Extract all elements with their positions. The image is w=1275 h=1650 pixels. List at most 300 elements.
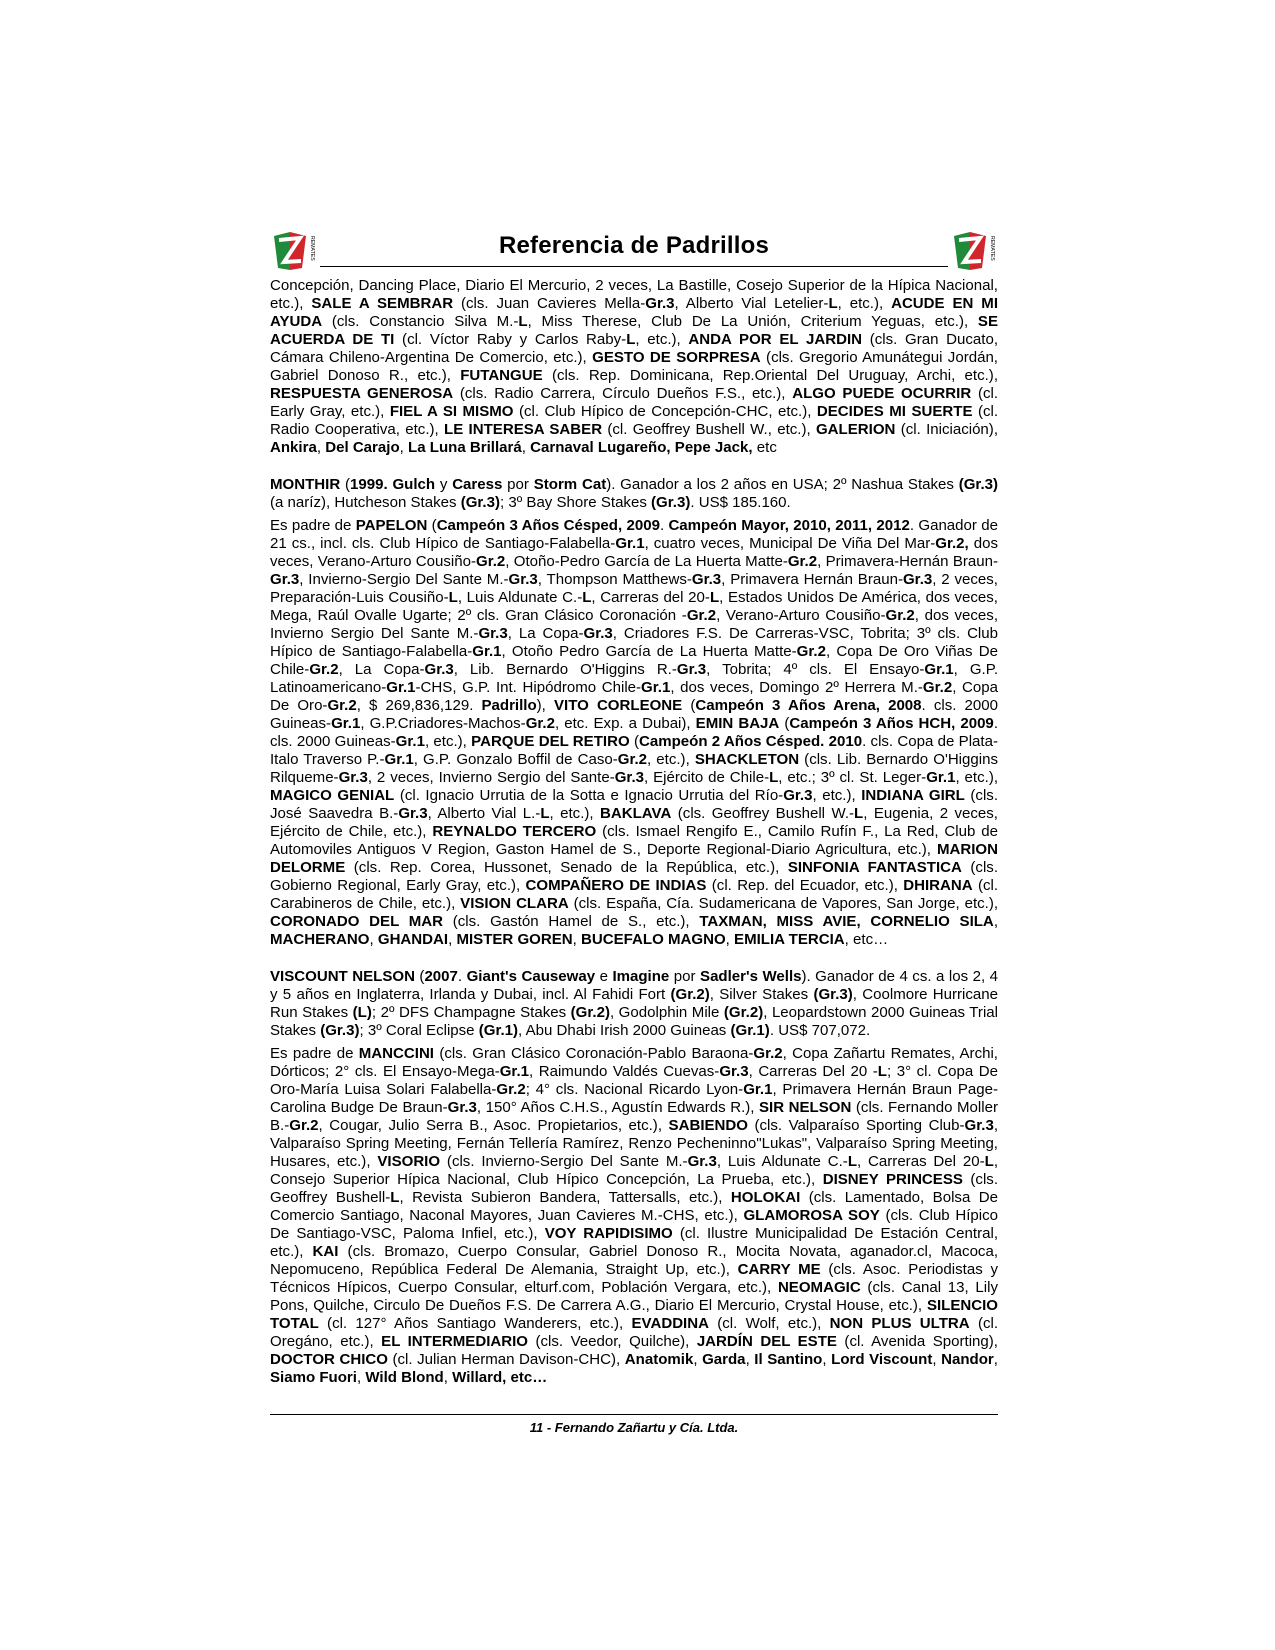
bold-text: Garda (702, 1351, 746, 1368)
bold-text: Gr.3 (783, 787, 813, 804)
text-run: , Revista Subieron Bandera, Tattersalls, etc.), (399, 1189, 731, 1206)
bold-text: Gr.2, (935, 535, 969, 552)
text-run: . Ganador de 21 cs., incl. cls. Club Hípico de Santiago-Falabella- (270, 517, 998, 552)
text-run: ; 4° cls. Nacional Ricardo Lyon- (525, 1081, 744, 1098)
bold-text: ALGO PUEDE OCURRIR (792, 385, 972, 402)
bold-text: DHIRANA (903, 877, 973, 894)
bold-text: Gr.2 (289, 1117, 319, 1134)
text-run: , Lib. Bernardo O'Higgins R.- (453, 661, 677, 678)
bold-text: L (448, 589, 458, 606)
text-run: (cls. José Saavedra B.- (270, 787, 998, 822)
text-run: , Alberto Vial L.- (427, 805, 541, 822)
bold-text: (L) (352, 1004, 372, 1021)
text-run: por (669, 968, 701, 985)
text-run: , dos veces, Invierno Sergio Del Sante M.- (270, 607, 998, 642)
bold-text: Gr.2 (796, 643, 826, 660)
bold-text: Gr.2 (885, 607, 915, 624)
bold-text: BAKLAVA (600, 805, 672, 822)
text-run: , (399, 439, 409, 456)
bold-text: L (877, 1063, 887, 1080)
text-run: , Estados Unidos De América, dos veces, Mega, Raúl Ovalle Ugarte; 2º cls. Gran Clásico Coronación - (270, 589, 998, 624)
text-run: , cuatro veces, Municipal De Viña Del Mar- (644, 535, 936, 552)
text-run: , Ejército de Chile- (644, 769, 770, 786)
text-run: , La Copa- (338, 661, 425, 678)
text-run: , etc.), (955, 769, 999, 786)
text-run: , Tobrita; 4º cls. El Ensayo- (706, 661, 925, 678)
bold-text: (Gr.1) (478, 1022, 519, 1039)
text-run: , G.P.Criadores-Machos- (360, 715, 526, 732)
bold-text: DISNEY PRINCESS (822, 1171, 963, 1188)
text-run: , (369, 931, 378, 948)
text-run: ( (414, 968, 425, 985)
page-title: Referencia de Padrillos (498, 232, 770, 259)
bold-text: HOLOKAI (730, 1189, 801, 1206)
text-run: , 150° Años C.H.S., Agustín Edwards R.), (476, 1099, 760, 1116)
text-run: (cl. Club Hípico de Concepción-CHC, etc.), (513, 403, 817, 420)
text-run: , Abu Dhabi Irish 2000 Guineas (518, 1022, 731, 1039)
bold-text: (Gr.3) (320, 1022, 360, 1039)
bold-text: (Gr.3) (651, 494, 691, 511)
bold-text: Gr.3 (583, 625, 613, 642)
text-run: , Primavera Hernán Braun- (721, 571, 903, 588)
text-run: , Raimundo Valdés Cuevas- (529, 1063, 720, 1080)
bold-text: TAXMAN, MISS AVIE, CORNELIO SILA (699, 913, 994, 930)
bold-text: Gr.1 (924, 661, 954, 678)
text-run: , Eugenia, 2 veces, Ejército de Chile, etc.), (270, 805, 998, 840)
text-run: , (725, 931, 735, 948)
bold-text: Del Carajo (325, 439, 400, 456)
text-run: ; 3º Bay Shore Stakes (500, 494, 652, 511)
bold-text: Campeón 2 Años Césped. 2010 (638, 733, 863, 750)
text-run: , Godolphin Mile (609, 1004, 724, 1021)
bold-text: Campeón 3 Años Césped, 2009 (436, 517, 660, 534)
text-run: (cl. Avenida Sporting), (836, 1333, 998, 1350)
zj-remates-logo-icon (270, 226, 318, 274)
bold-text: (Gr.3) (958, 476, 999, 493)
bold-text: DECIDES MI SUERTE (816, 403, 973, 420)
bold-text: (Gr.2) (670, 986, 710, 1003)
text-run: , etc.), (812, 787, 862, 804)
text-run: , (993, 1351, 998, 1368)
text-run: . cls. 2000 Guineas- (270, 697, 999, 732)
text-run: ), (536, 697, 554, 714)
text-run: (cls. Geoffrey Bushell W.- (671, 805, 855, 822)
bold-text: (Gr.2) (570, 1004, 610, 1021)
text-run: , 2 veces, Preparación-Luis Cousiño- (270, 571, 998, 606)
text-run: , $ 269,836,129. (356, 697, 482, 714)
bold-text: GHANDAI (377, 931, 449, 948)
text-run: , (356, 1369, 366, 1386)
text-run: . (457, 968, 467, 985)
bold-text: Gr.1 (384, 751, 414, 768)
text-run: , 2 veces, Invierno Sergio del Sante- (367, 769, 615, 786)
paragraph (270, 968, 998, 1040)
bold-text: CARRY ME (737, 1261, 821, 1278)
bold-text: L (769, 769, 779, 786)
bold-text: Gr.1 (743, 1081, 773, 1098)
text-run: ( (629, 733, 639, 750)
bold-text: Il Santino (754, 1351, 823, 1368)
bold-text: Gr.3 (676, 661, 707, 678)
bold-text: KAI (312, 1243, 339, 1260)
text-run: (cl. Early Gray, etc.), (270, 385, 998, 420)
text-run: , (521, 439, 531, 456)
bold-text: Gr.3 (398, 805, 428, 822)
text-run: Es padre de (270, 1045, 359, 1062)
text-run: , Valparaíso Spring Meeting, Fernán Tellería Ramírez, Renzo Pecheninno"Lukas", Valparaíso Spring Meeting, Husares, etc.), (270, 1117, 998, 1170)
text-run: , Alberto Vial Letelier- (674, 295, 829, 312)
bold-text: Gr.3 (508, 571, 538, 588)
paragraph (270, 476, 998, 512)
text-run: , (693, 1351, 703, 1368)
text-run: , etc. Exp. a Dubai), (554, 715, 696, 732)
bold-text: RESPUESTA GENEROSA (270, 385, 454, 402)
text-run: (cls. Radio Carrera, Círculo Dueños F.S., etc.), (453, 385, 793, 402)
text-run: por (502, 476, 534, 493)
text-run: (cls. Gregorio Amunátegui Jordán, Gabriel Donoso R., etc.), (270, 349, 998, 384)
text-run: , Consejo Superior Hípica Nacional, Club Hípico Concepción, La Prueba, etc.), (270, 1153, 999, 1188)
bold-text: L (854, 805, 864, 822)
text-run: , La Copa- (507, 625, 584, 642)
text-run: (cl. Ignacio Urrutia de la Sotta e Ignacio Urrutia del Río- (394, 787, 784, 804)
bold-text: Gr.2 (496, 1081, 526, 1098)
title-underline (320, 266, 948, 267)
bold-text: Gr.1 (926, 769, 956, 786)
bold-text: Campeón Mayor, 2010, 2011, 2012 (668, 517, 910, 534)
text-run: , (993, 913, 998, 930)
bold-text: Gr.1 (386, 679, 416, 696)
text-run: (cls. Veedor, Quilche), (528, 1333, 697, 1350)
text-run: (cls. Fernando Moller B.- (270, 1099, 998, 1134)
text-run: (cl. Carabineros de Chile, etc.), (270, 877, 998, 912)
text-run: ; 3º Coral Eclipse (359, 1022, 479, 1039)
text-run: (cl. Geoffrey Bushell W., etc.), (602, 421, 816, 438)
text-run: . US$ 707,072. (769, 1022, 871, 1039)
bold-text: Padrillo (481, 697, 537, 714)
text-run: (cls. Canal 13, Lily Pons, Quilche, Circulo De Dueños F.S. De Carrera A.G., Diario El Mercurio, Crystal House, etc.), (270, 1279, 998, 1314)
text-run: (a naríz), Hutcheson Stakes (270, 494, 461, 511)
text-run: ). Ganador de 4 cs. a los 2, 4 y 5 años en Inglaterra, Irlanda y Dubai, incl. Al Fahidi Fort (270, 968, 998, 1003)
bold-text: Gr.2 (475, 553, 506, 570)
text-run: (cls. España, Cía. Sudamericana de Vapores, San Jorge, etc.), (568, 895, 999, 912)
bold-text: Gr.1 (615, 535, 645, 552)
bold-text: L (626, 331, 636, 348)
bold-text: EMIN BAJA (695, 715, 780, 732)
text-run: , G.P. Latinoamericano- (270, 661, 999, 696)
text-run: (cl. 127° Años Santiago Wanderers, etc.), (318, 1315, 632, 1332)
bold-text: L (518, 313, 528, 330)
text-run: (cls. Asoc. Periodistas y Técnicos Hípicos, Cuerpo Consular, elturf.com, Población Vergara, etc.), (270, 1261, 998, 1296)
bold-text: SHACKLETON (694, 751, 800, 768)
text-run: , Copa De Oro- (270, 679, 998, 714)
text-run: , Invierno-Sergio Del Sante M.- (299, 571, 509, 588)
bold-text: SINFONIA FANTASTICA (787, 859, 962, 876)
text-run: dos veces, Verano-Arturo Cousiño- (270, 535, 998, 570)
text-run: , etc… (844, 931, 889, 948)
text-run: (cls. Club Hípico De Santiago-VSC, Paloma Infiel, etc.), (270, 1207, 998, 1242)
text-run: ). Ganador a los 2 años en USA; 2º Nashua Stakes (606, 476, 959, 493)
text-run: . US$ 185.160. (690, 494, 791, 511)
bold-text: L (828, 295, 838, 312)
bold-text: Anatomik (624, 1351, 694, 1368)
text-run: -CHS, G.P. Int. Hipódromo Chile- (415, 679, 642, 696)
bold-text: Gr.2 (787, 553, 818, 570)
text-run: , Carreras Del 20 - (748, 1063, 878, 1080)
text-run: , Criadores F.S. De Carreras-VSC, Tobrita; 3º cls. Club Hípico de Santiago-Falabella- (270, 625, 999, 660)
bold-text: Gr.3 (964, 1117, 994, 1134)
bold-text: VOY RAPIDISIMO (544, 1225, 673, 1242)
text-run: . cls. 2000 Guineas- (270, 715, 998, 750)
text-run: , (448, 931, 457, 948)
text-run: , (572, 931, 582, 948)
text-run: ; 2º DFS Champagne Stakes (371, 1004, 571, 1021)
bold-text: La Luna Brillará (408, 439, 522, 456)
bold-text: MANCCINI (358, 1045, 434, 1062)
bold-text: Gr.2 (327, 697, 357, 714)
bold-text: GALERION (815, 421, 896, 438)
bold-text: FUTANGUE (460, 367, 543, 384)
bold-text: EVADDINA (631, 1315, 709, 1332)
bold-text: Gr.2 (753, 1045, 783, 1062)
text-run: , Carreras Del 20- (857, 1153, 985, 1170)
text-run: , Miss Therese, Club De La Unión, Criterium Yeguas, etc.), (527, 313, 978, 330)
bold-text: Gr.1 (331, 715, 361, 732)
bold-text: Storm Cat (533, 476, 607, 493)
text-run: (cl. Julian Herman Davison-CHC), (387, 1351, 625, 1368)
text-run: . cls. Copa de Plata-Italo Traverso P.- (270, 733, 998, 768)
bold-text: GESTO DE SORPRESA (592, 349, 761, 366)
bold-text: EMILIA TERCIA (734, 931, 845, 948)
bold-text: MACHERANO (270, 931, 370, 948)
text-run: (cls. Lamentado, Bolsa De Comercio Santiago, Naconal Mayores, Juan Cavieres M.-CHS, etc.), (270, 1189, 999, 1224)
text-run: , (822, 1351, 832, 1368)
bold-text: L (390, 1189, 400, 1206)
text-run: , Otoño Pedro García de La Huerta Matte- (501, 643, 797, 660)
bold-text: MAGICO GENIAL (270, 787, 395, 804)
text-run: ( (779, 715, 790, 732)
bold-text: L (709, 589, 720, 606)
text-run: (cl. Víctor Raby y Carlos Raby- (394, 331, 627, 348)
text-run: ; 3° cl. Copa De Oro-María Luisa Solari Falabella- (270, 1063, 998, 1098)
text-run: (cl. Wolf, etc.), (708, 1315, 830, 1332)
bold-text: SABIENDO (668, 1117, 748, 1134)
bold-text: Lord Viscount (831, 1351, 933, 1368)
bold-text: Gr.3 (447, 1099, 477, 1116)
text-run: (cls. Gastón Hamel de S., etc.), (443, 913, 700, 930)
bold-text: NON PLUS ULTRA (829, 1315, 970, 1332)
bold-text: Gr.3 (338, 769, 368, 786)
text-run: (cls. Geoffrey Bushell- (270, 1171, 998, 1206)
text-run: e (595, 968, 613, 985)
bold-text: MONTHIR (270, 476, 341, 493)
bold-text: Wild Blond (365, 1369, 444, 1386)
text-run: (cl. Oregáno, etc.), (270, 1315, 999, 1350)
bold-text: Gr.1 (499, 1063, 529, 1080)
text-run: , Luis Aldunate C.- (457, 589, 583, 606)
bold-text: Siamo Fuori (270, 1369, 357, 1386)
bold-text: GLAMOROSA SOY (743, 1207, 880, 1224)
bold-text: NEOMAGIC (777, 1279, 861, 1296)
paragraph (270, 1045, 998, 1387)
text-run: (cls. Constancio Silva M.- (322, 313, 519, 330)
text-run: , etc.; 3º cl. St. Leger- (778, 769, 927, 786)
text-run: (cls. Bromazo, Cuerpo Consular, Gabriel Donoso R., Mocita Novata, aganador.cl, Macoca, Nepomuceno, República Federal De Alemania, Straight Up, etc.), (270, 1243, 999, 1278)
bold-text: Gr.2 (525, 715, 555, 732)
text-run: , (316, 439, 326, 456)
text-run: , etc.), (424, 733, 472, 750)
text-run: , etc.), (837, 295, 892, 312)
text-run: , Thompson Matthews- (537, 571, 692, 588)
bold-text: CORONADO DEL MAR (270, 913, 444, 930)
bold-text: BUCEFALO MAGNO (581, 931, 726, 948)
bold-text: SALE A SEMBRAR (311, 295, 454, 312)
bold-text: Gr.3 (270, 571, 300, 588)
page-header (270, 226, 998, 274)
bold-text: VISION CLARA (460, 895, 569, 912)
bold-text: MARION DELORME (270, 841, 998, 876)
bold-text: Gr.1 (641, 679, 671, 696)
text-run: , Silver Stakes (709, 986, 814, 1003)
bold-text: Caress (452, 476, 503, 493)
paragraph (270, 517, 998, 949)
bold-text: JARDÍN DEL ESTE (696, 1333, 837, 1350)
page-footer: 11 - Fernando Zañartu y Cía. Ltda. (529, 1420, 739, 1435)
bold-text: Gr.2 (309, 661, 339, 678)
text-run: . (659, 517, 669, 534)
bold-text: ANDA POR EL JARDIN (688, 331, 863, 348)
bold-text: Gr.3 (645, 295, 675, 312)
bold-text: Gr.3 (691, 571, 722, 588)
zj-remates-logo (270, 226, 318, 274)
paragraph (270, 277, 998, 457)
text-run: (cls. Juan Cavieres Mella- (453, 295, 646, 312)
bold-text: Gr.3 (478, 625, 508, 642)
bold-text: Carnaval Lugareño, Pepe Jack, (530, 439, 753, 456)
bold-text: 2007 (424, 968, 458, 985)
bold-text: Gr.3 (614, 769, 644, 786)
text-run: , Copa Zañartu Remates, Archi, Dórticos; 2° cls. El Ensayo-Mega- (270, 1045, 998, 1080)
text-run: ( (682, 697, 696, 714)
text-run: etc (752, 439, 777, 456)
bold-text: Gr.1 (395, 733, 425, 750)
text-run: , (443, 1369, 453, 1386)
bold-text: L (847, 1153, 858, 1170)
bold-text: Nandor (941, 1351, 994, 1368)
bold-text: VISORIO (377, 1153, 441, 1170)
bold-text: Gr.2 (686, 607, 717, 624)
bold-text: (Gr.2) (723, 1004, 764, 1021)
bold-text: EL INTERMEDIARIO (381, 1333, 528, 1350)
text-run: , Carreras del 20- (591, 589, 710, 606)
text-run: ( (340, 476, 351, 493)
text-run: , etc.), (635, 331, 689, 348)
bold-text: Campeón 3 Años HCH, 2009 (789, 715, 994, 732)
bold-text: (Gr.3) (460, 494, 500, 511)
bold-text: Gr.2 (922, 679, 953, 696)
bold-text: Gr.3 (719, 1063, 749, 1080)
bold-text: VITO CORLEONE (553, 697, 683, 714)
text-run: , dos veces, Domingo 2º Herrera M.- (670, 679, 923, 696)
bold-text: Gr.3 (424, 661, 454, 678)
bold-text: Gr.1 (472, 643, 502, 660)
bold-text: SE ACUERDA DE TI (270, 313, 998, 348)
bold-text: Imagine (612, 968, 670, 985)
bold-text: (Gr.1) (730, 1022, 770, 1039)
bold-text: PARQUE DEL RETIRO (471, 733, 630, 750)
text-run: , (932, 1351, 942, 1368)
bold-text: Campeón 3 Años Arena, 2008 (695, 697, 922, 714)
text-run: , Coolmore Hurricane Run Stakes (270, 986, 998, 1021)
text-run: (cls. Gran Clásico Coronación-Pablo Baraona- (434, 1045, 754, 1062)
footer-rule (270, 1414, 998, 1415)
bold-text: Willard, etc… (452, 1369, 548, 1386)
text-run: , Primavera-Hernán Braun- (817, 553, 998, 570)
bold-text: L (540, 805, 550, 822)
bold-text: FIEL A SI MISMO (389, 403, 514, 420)
bold-text: Gr.2 (617, 751, 648, 768)
svg-text:REMATES: REMATES (309, 236, 315, 261)
body-text (270, 277, 998, 1387)
bold-text: Giant's Causeway (466, 968, 596, 985)
text-run: (cls. Lib. Bernardo O'Higgins Rilqueme- (270, 751, 998, 786)
bold-text: L (582, 589, 592, 606)
bold-text: VISCOUNT NELSON (270, 968, 415, 985)
text-run: y (435, 476, 453, 493)
text-run: (cl. Radio Cooperativa, etc.), (270, 403, 999, 438)
bold-text: L (984, 1153, 994, 1170)
svg-text:REMATES: REMATES (989, 236, 995, 261)
text-run: , Primavera Hernán Braun Page-Carolina Budge De Braun- (270, 1081, 998, 1116)
bold-text: Sadler's Wells (700, 968, 802, 985)
text-run: (cls. Rep. Corea, Hussonet, Senado de la República, etc.), (345, 859, 788, 876)
text-run: (cls. Gran Ducato, Cámara Chileno-Argentina De Comercio, etc.), (270, 331, 999, 366)
text-run: , Cougar, Julio Serra B., Asoc. Propietarios, etc.), (318, 1117, 669, 1134)
text-run: , etc.), (647, 751, 695, 768)
text-run: (cls. Valparaíso Sporting Club- (747, 1117, 965, 1134)
text-run: , G.P. Gonzalo Boffil de Caso- (413, 751, 618, 768)
bold-text: INDIANA GIRL (861, 787, 965, 804)
text-run: , Verano-Arturo Cousiño- (716, 607, 886, 624)
text-run: ( (427, 517, 437, 534)
text-run: (cls. Rep. Dominicana, Rep.Oriental Del Uruguay, Archi, etc.), (542, 367, 998, 384)
text-run: (cl. Rep. del Ecuador, etc.), (706, 877, 904, 894)
text-run: (cl. Iniciación), (895, 421, 998, 438)
bold-text: DOCTOR CHICO (270, 1351, 388, 1368)
text-run: , Copa De Oro Viñas De Chile- (270, 643, 998, 678)
bold-text: MISTER GOREN (456, 931, 573, 948)
bold-text: SIR NELSON (759, 1099, 852, 1116)
zj-remates-logo-right (950, 226, 998, 274)
text-run: , Leopardstown 2000 Guineas Trial Stakes (270, 1004, 998, 1039)
text-run: , etc.), (549, 805, 601, 822)
text-run: , Otoño-Pedro García de La Huerta Matte- (505, 553, 788, 570)
zj-remates-logo-icon (950, 226, 998, 274)
text-run: (cls. Invierno-Sergio Del Sante M.- (440, 1153, 688, 1170)
bold-text: COMPAÑERO DE INDIAS (525, 877, 707, 894)
text-run: Concepción, Dancing Place, Diario El Mercurio, 2 veces, La Bastille, Cosejo Superior de la Hípica Nacional, etc.), (270, 277, 998, 312)
bold-text: ACUDE EN MI AYUDA (270, 295, 998, 330)
text-run: Es padre de (270, 517, 356, 534)
bold-text: Gr.3 (687, 1153, 717, 1170)
text-run: , Luis Aldunate C.- (716, 1153, 848, 1170)
text-run: (cls. Ismael Rengifo E., Camilo Rufín F., La Red, Club de Automoviles Antiguos V Region, Gaston Hamel de S., Deporte Regional-Diario Agricultura, etc.), (270, 823, 998, 858)
text-run: , (745, 1351, 755, 1368)
bold-text: LE INTERESA SABER (444, 421, 603, 438)
bold-text: Gr.3 (902, 571, 933, 588)
text-run: (cls. Gobierno Regional, Early Gray, etc.), (270, 859, 998, 894)
bold-text: SILENCIO TOTAL (270, 1297, 998, 1332)
bold-text: REYNALDO TERCERO (432, 823, 597, 840)
